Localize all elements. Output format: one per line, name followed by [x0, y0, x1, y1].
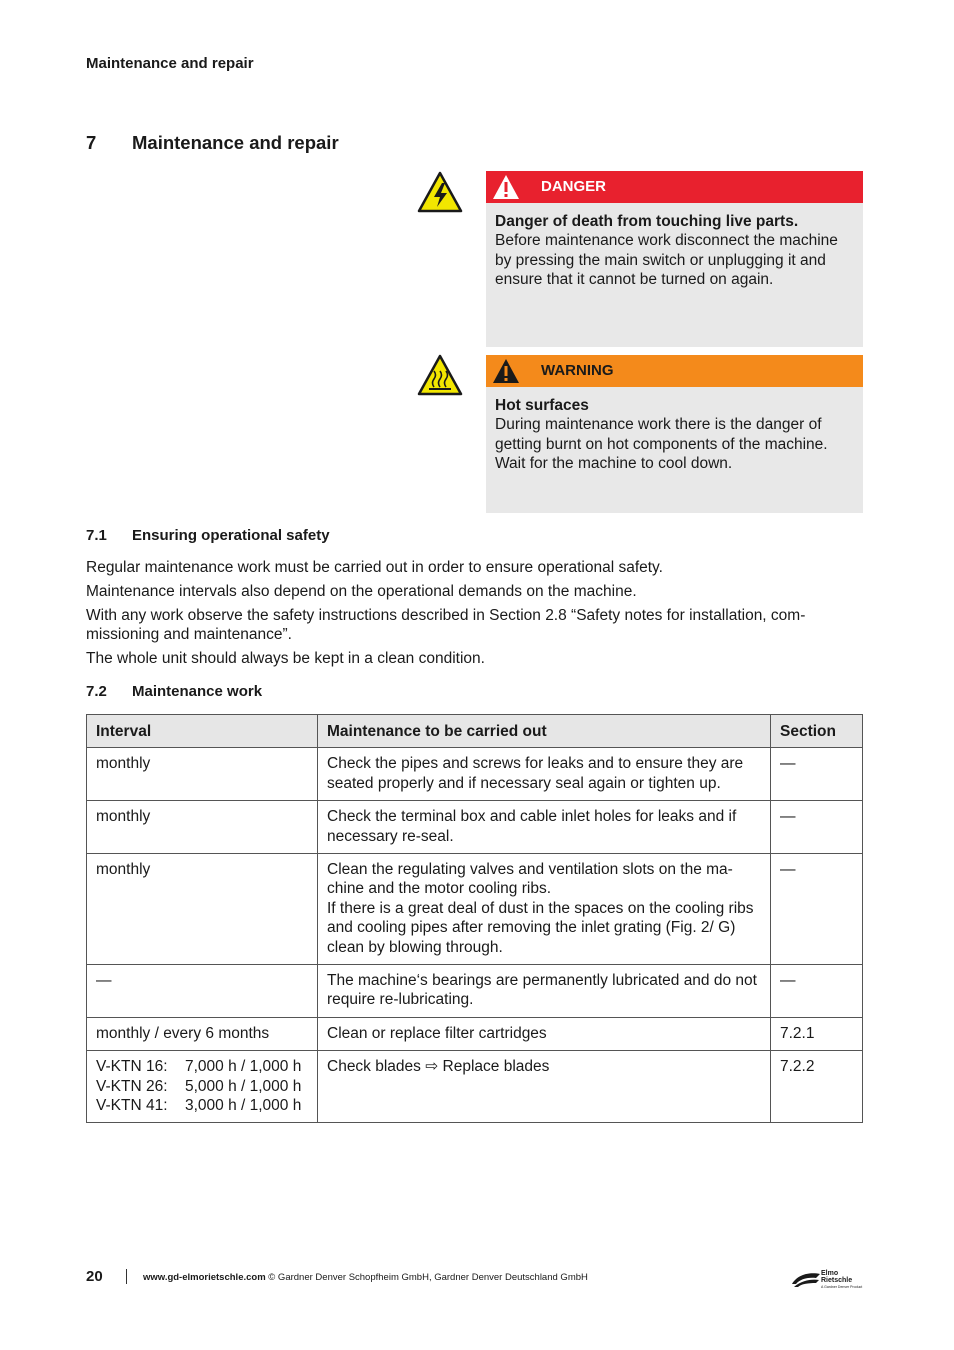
- table-row: [87, 1051, 863, 1122]
- elmo-rietschle-logo: [790, 1266, 866, 1290]
- logo-line-2: Rietschle: [821, 1277, 853, 1284]
- table-row: [87, 748, 863, 801]
- high-voltage-warning-icon: [417, 171, 463, 213]
- model-name: V-KTN 41:: [96, 1097, 168, 1115]
- section-title: Maintenance work: [132, 683, 263, 700]
- model-hours: 3,000 h / 1,000 h: [185, 1097, 302, 1115]
- header-maintenance: Maintenance to be carried out: [318, 715, 771, 748]
- chapter-title: Maintenance and repair: [132, 132, 339, 153]
- section-cell: —: [771, 854, 863, 965]
- work-cell: The machine‘s bearings are permanently lubricated and do not require re-lubricating.: [318, 965, 771, 1018]
- interval-cell: monthly / every 6 months: [87, 1017, 318, 1050]
- exclamation-warning-icon: [492, 358, 520, 384]
- logo-tagline: A Gardner Denver Product: [821, 1285, 863, 1289]
- danger-label: DANGER: [541, 178, 607, 195]
- interval-cell: monthly: [87, 854, 318, 965]
- table-row: [87, 1017, 863, 1050]
- model-interval-line: [96, 1077, 309, 1096]
- running-header: Maintenance and repair: [86, 55, 254, 72]
- page-number: 20: [86, 1268, 103, 1285]
- section-number: 7.2: [86, 683, 107, 700]
- paragraph: The whole unit should always be kept in a clean condition.: [86, 650, 485, 667]
- section-cell: 7.2.2: [771, 1051, 863, 1122]
- table-header-row: [87, 715, 863, 748]
- model-interval-line: [96, 1096, 309, 1115]
- header-section: Section: [771, 715, 863, 748]
- warning-bar: [486, 355, 863, 387]
- model-hours: 5,000 h / 1,000 h: [185, 1077, 302, 1095]
- table-row: [87, 801, 863, 854]
- model-name: V-KTN 16:: [96, 1058, 168, 1076]
- paragraph: Regular maintenance work must be carried out in order to ensure operational safety.: [86, 559, 663, 576]
- footer-divider: [126, 1269, 127, 1284]
- maintenance-table: [86, 714, 863, 1123]
- work-text: If there is a great deal of dust in the spaces on the cooling ribs and cooling pipes after removing the inlet grating (Fig. 2/ G) clean by blowing through.: [327, 899, 754, 956]
- danger-headline: Danger of death from touching live parts.: [495, 213, 799, 230]
- model-name: V-KTN 26:: [96, 1077, 168, 1095]
- work-text: Check blades: [327, 1058, 421, 1076]
- warning-notice: [486, 355, 863, 513]
- model-hours: 7,000 h / 1,000 h: [185, 1058, 302, 1076]
- warning-headline: Hot surfaces: [495, 397, 589, 414]
- section-cell: —: [771, 965, 863, 1018]
- model-interval-line: [96, 1057, 309, 1076]
- work-cell: [318, 1051, 771, 1122]
- logo-line-1: Elmo: [821, 1270, 839, 1277]
- work-text: Replace blades: [442, 1058, 550, 1076]
- danger-text: Before maintenance work disconnect the machine by pressing the main switch or unplugging it and ensure that it cannot be turned on again.: [495, 232, 838, 289]
- chapter-number: 7: [86, 132, 97, 153]
- hot-surface-warning-icon: [417, 354, 463, 396]
- interval-cell: monthly: [87, 801, 318, 854]
- section-cell: —: [771, 801, 863, 854]
- table-row: [87, 854, 863, 965]
- footer-copyright: © Gardner Denver Schopfheim GmbH, Gardner Denver Deutschland GmbH: [265, 1272, 588, 1283]
- work-cell: Clean or replace filter cartridges: [318, 1017, 771, 1050]
- work-cell: Check the terminal box and cable inlet holes for leaks and if necessary re-seal.: [318, 801, 771, 854]
- danger-body: [486, 203, 863, 290]
- work-cell: Check the pipes and screws for leaks and to ensure they are seated properly and if necessary seal again or tighten up.: [318, 748, 771, 801]
- work-text: Clean the regulating valves and ventilation slots on the ma-chine and the motor cooling ribs.: [327, 861, 733, 898]
- table-row: [87, 965, 863, 1018]
- exclamation-warning-icon: [492, 174, 520, 200]
- section-7-1-heading: [86, 527, 330, 544]
- header-interval: Interval: [87, 715, 318, 748]
- section-title: Ensuring operational safety: [132, 527, 330, 544]
- section-number: 7.1: [86, 527, 107, 544]
- chapter-heading: [86, 132, 339, 154]
- danger-bar: [486, 171, 863, 203]
- danger-notice: [486, 171, 863, 347]
- work-cell: [318, 854, 771, 965]
- section-7-2-heading: [86, 683, 262, 700]
- interval-cell: [87, 1051, 318, 1122]
- paragraph: Maintenance intervals also depend on the operational demands on the machine.: [86, 583, 637, 600]
- warning-text: During maintenance work there is the danger of getting burnt on hot components of the machine. Wait for the machine to cool down.: [495, 416, 828, 473]
- interval-cell: monthly: [87, 748, 318, 801]
- section-cell: —: [771, 748, 863, 801]
- section-cell: 7.2.1: [771, 1017, 863, 1050]
- footer-text: [143, 1272, 588, 1283]
- warning-body: [486, 387, 863, 474]
- arrow-right-icon: ⇨: [425, 1058, 439, 1076]
- interval-cell: —: [87, 965, 318, 1018]
- footer-website: www.gd-elmorietschle.com: [143, 1272, 266, 1283]
- paragraph: With any work observe the safety instructions described in Section 2.8 “Safety notes for installation, com-missioning and maintenance”.: [86, 607, 806, 644]
- warning-label: WARNING: [541, 362, 614, 379]
